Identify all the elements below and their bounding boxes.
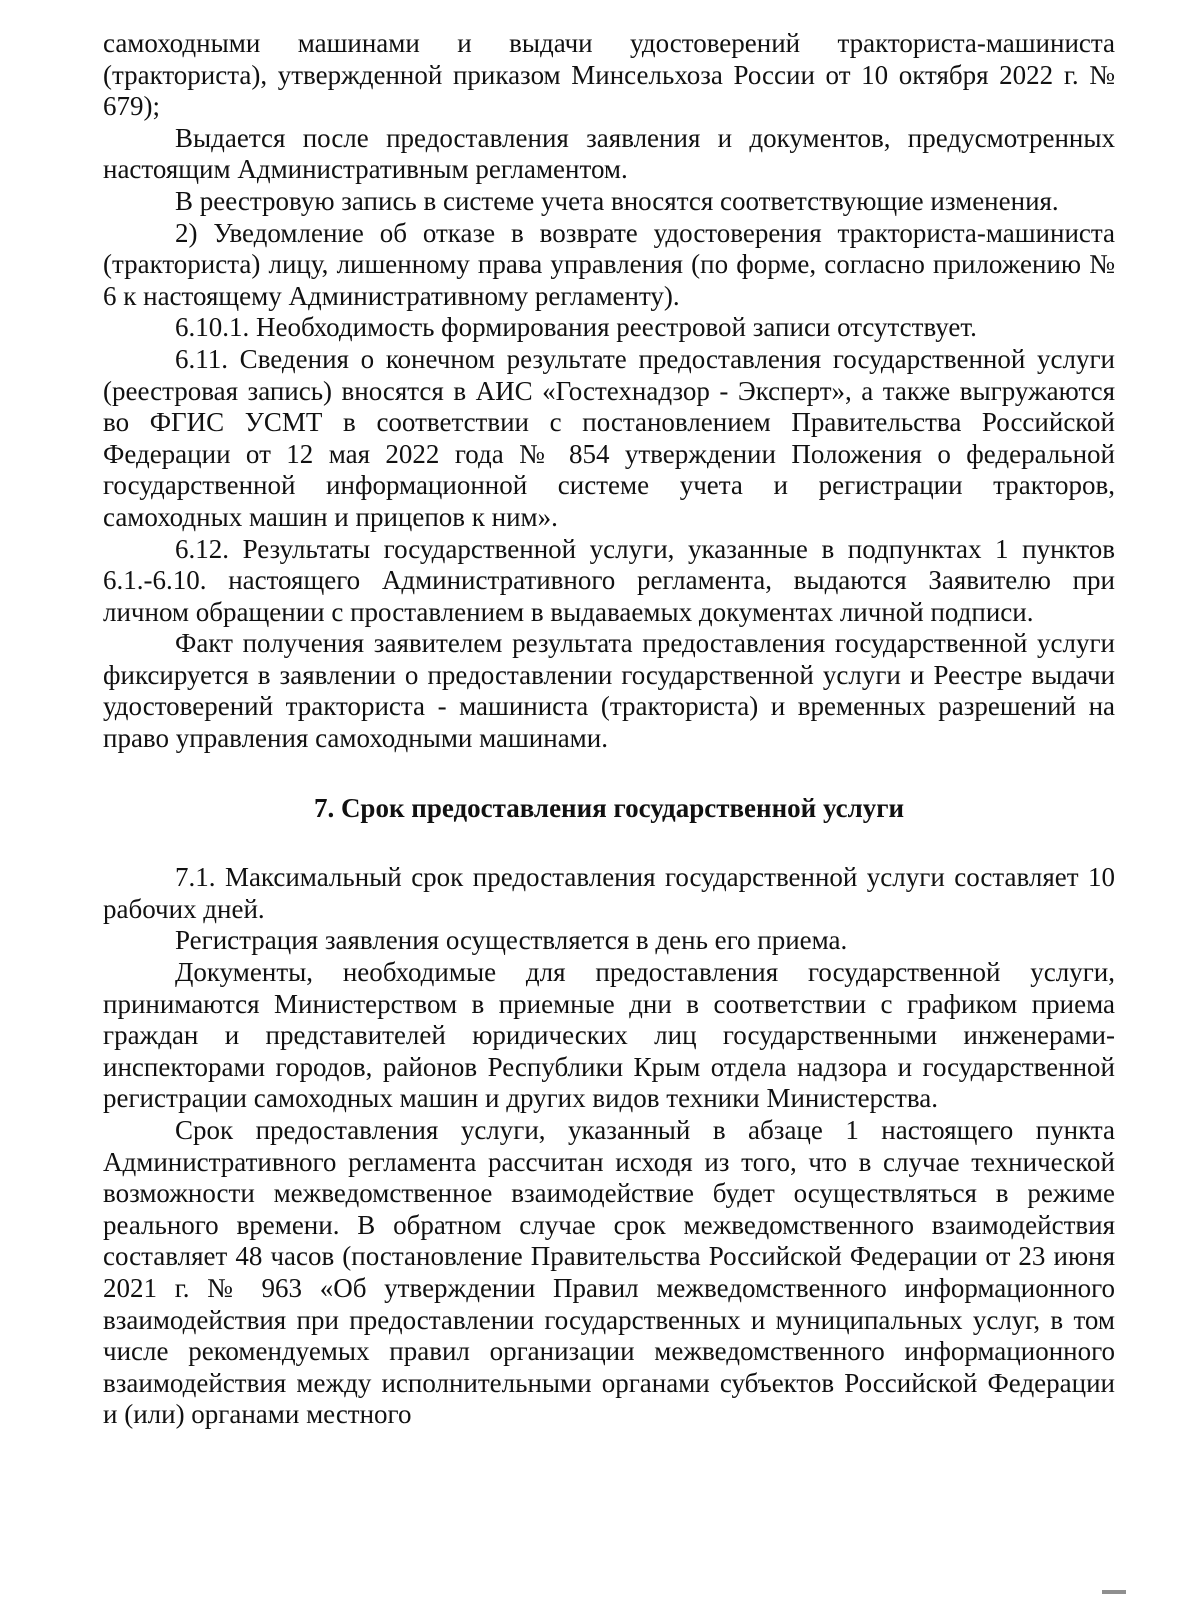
- scan-artifact: [1102, 1590, 1126, 1594]
- paragraph-6-10-1: 6.10.1. Необходимость формирования реестровой записи отсутствует.: [175, 312, 977, 343]
- paragraph-continuation: самоходными машинами и выдачи удостоверений тракториста-машиниста (тракториста), утвержденной приказом Минсельхоза России от 10 октября 2022 г. № 679);: [103, 28, 1115, 122]
- section-heading: 7. Срок предоставления государственной услуги: [313, 792, 905, 823]
- paragraph-6-12: 6.12. Результаты государственной услуги, указанные в подпунктах 1 пунктов 6.1.-6.10. настоящего Административного регламента, выдаются Заявителю при личном обращении с проставлением в выдаваемых документах личной подписи.: [103, 533, 1115, 627]
- paragraph-issuance: Выдается после предоставления заявления и документов, предусмотренных настоящим Административным регламентом.: [103, 122, 1115, 185]
- document-body: [103, 28, 1115, 1431]
- paragraph-service-term: Срок предоставления услуги, указанный в абзаце 1 настоящего пункта Административного регламента рассчитан исходя из того, что в случае технической возможности межведомственное взаимодействие будет осуществляться в режиме реального времени. В обратном случае срок межведомственного взаимодействия составляет 48 часов (постановление Правительства Российской Федерации от 23 июня 2021 г. № 963 «Об утверждении Правил межведомственного информационного взаимодействия при предоставлении государственных и муниципальных услуг, в том числе рекомендуемых правил организации межведомственного информационного взаимодействия между исполнительными органами субъектов Российской Федерации и (или) органами местного: [103, 1115, 1115, 1430]
- paragraph-refusal-notice: 2) Уведомление об отказе в возврате удостоверения тракториста-машиниста (тракториста) лицу, лишенному права управления (по форме, согласно приложению № 6 к настоящему Административному регламенту).: [103, 217, 1115, 311]
- paragraph-receipt-fact: Факт получения заявителем результата предоставления государственной услуги фиксируется в заявлении о предоставлении государственной услуги и Реестре выдачи удостоверений тракториста - машиниста (тракториста) и временных разрешений на право управления самоходными машинами.: [103, 628, 1115, 754]
- paragraph-7-1: 7.1. Максимальный срок предоставления государственной услуги составляет 10 рабочих дней.: [103, 862, 1115, 924]
- paragraph-6-11: 6.11. Сведения о конечном результате предоставления государственной услуги (реестровая запись) вносятся в АИС «Гостехнадзор - Эксперт», а также выгружаются во ФГИС УСМТ в соответствии с постановлением Правительства Российской Федерации от 12 мая 2022 года № 854 утверждении Положения о федеральной государственной информационной системе учета и регистрации тракторов, самоходных машин и прицепов к ним».: [103, 343, 1115, 532]
- paragraph-registration: Регистрация заявления осуществляется в день его приема.: [175, 925, 848, 956]
- paragraph-registry-changes: В реестровую запись в системе учета вносятся соответствующие изменения.: [175, 185, 1059, 216]
- paragraph-documents: Документы, необходимые для предоставления государственной услуги, принимаются Министерством в приемные дни в соответствии с графиком приема граждан и представителей юридических лиц государственными инженерами-инспекторами городов, районов Республики Крым отдела надзора и государственной регистрации самоходных машин и других видов техники Министерства.: [103, 957, 1115, 1114]
